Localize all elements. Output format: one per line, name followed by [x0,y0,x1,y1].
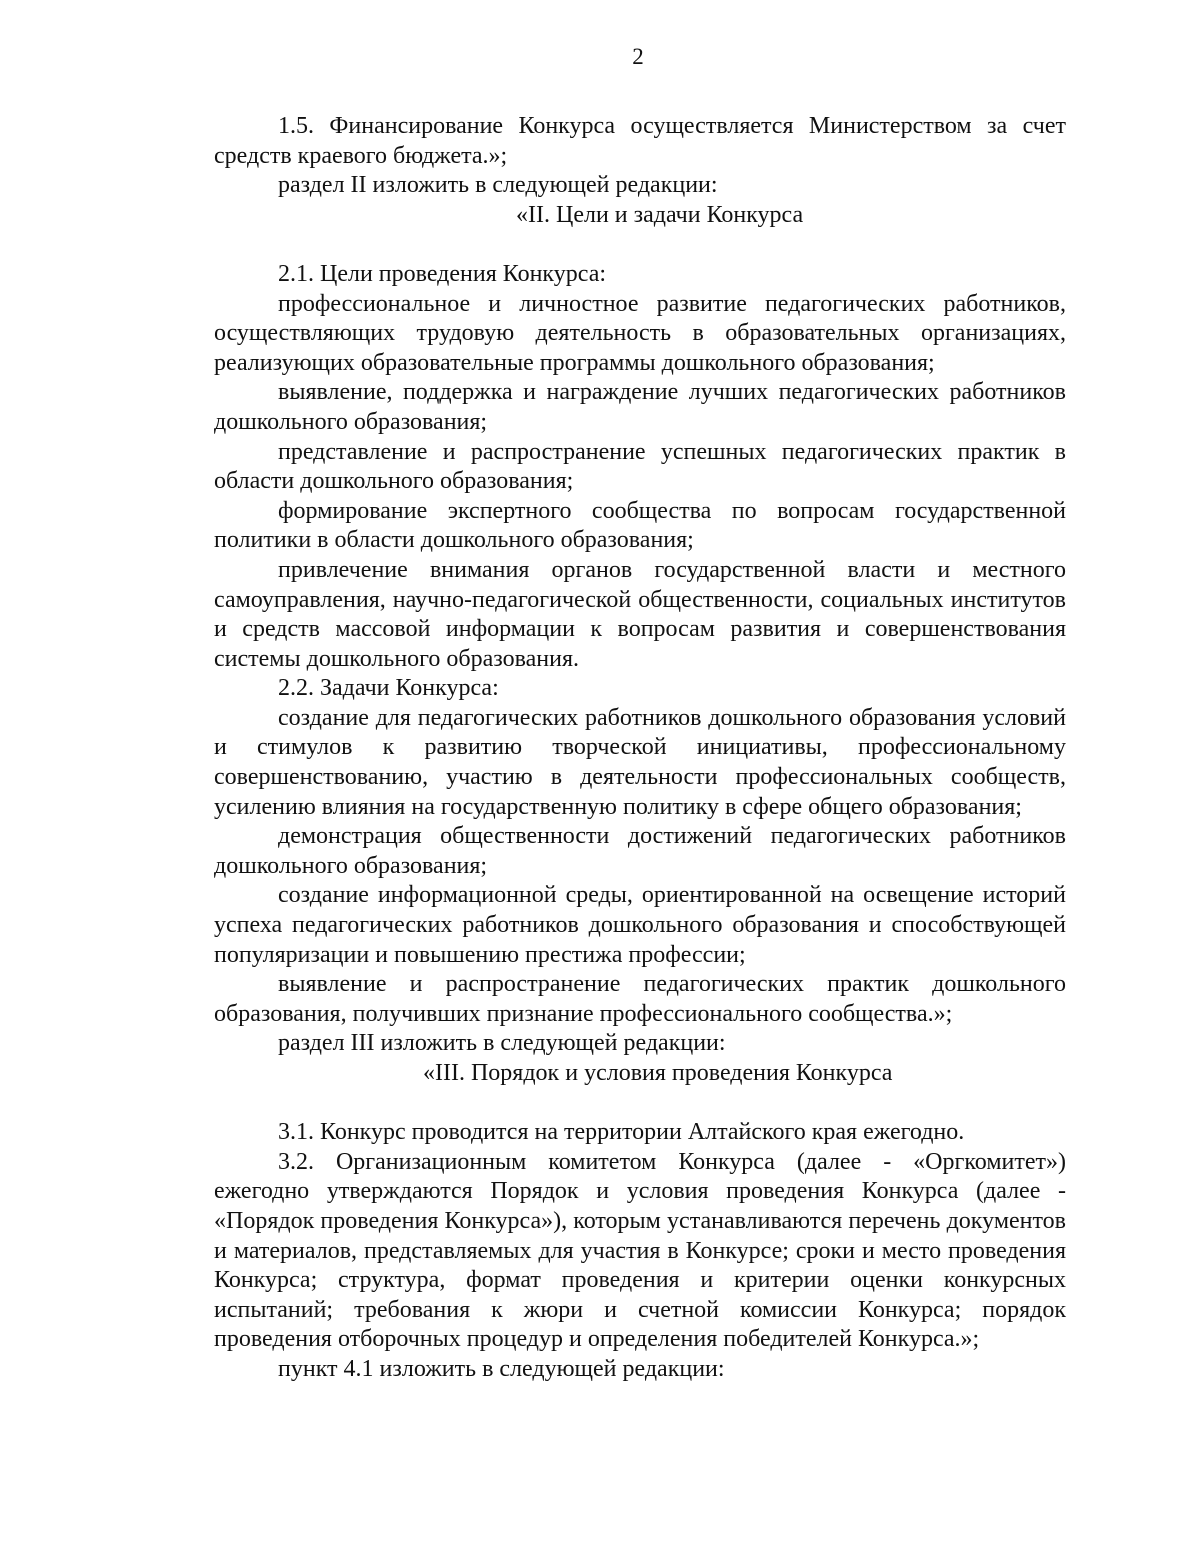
paragraph-task-dissemination: выявление и распространение педагогических практик дошкольного образования, получивших признание профессионального сообщества.»; [214,971,1066,1027]
paragraph-task-information: создание информационной среды, ориентированной на освещение историй успеха педагогических работников дошкольного образования и способствующей популяризации и повышению престижа профессии; [214,882,1066,968]
section-2-heading: «II. Цели и задачи Конкурса [516,201,804,228]
paragraph-goal-support: выявление, поддержка и награждение лучших педагогических работников дошкольного образования; [214,379,1066,435]
paragraph-goal-development: профессиональное и личностное развитие педагогических работников, осуществляющих трудовую деятельность в образовательных организациях, реализующих образовательные программы дошкольного образования; [214,290,1066,376]
paragraph-3-2-committee: 3.2. Организационным комитетом Конкурса (далее - «Оргкомитет») ежегодно утверждаются Порядок и условия проведения Конкурса (далее - «Порядок проведения Конкурса»), которым устанавливаются перечень документов и материалов, представляемых для участия в Конкурсе; сроки и место проведения Конкурса; структура, формат проведения и критерии оценки конкурсных испытаний; требования к жюри и счетной комиссии Конкурса; порядок проведения отборочных процедур и определения победителей Конкурса.»; [214,1148,1066,1353]
page-number: 2 [632,44,644,69]
paragraph-task-demonstration: демонстрация общественности достижений педагогических работников дошкольного образования; [214,823,1066,879]
paragraph-2-2-tasks: 2.2. Задачи Конкурса: [278,675,499,702]
paragraph-3-1-territory: 3.1. Конкурс проводится на территории Алтайского края ежегодно. [278,1119,965,1146]
paragraph-section-2-intro: раздел II изложить в следующей редакции: [278,172,718,199]
blank-line [214,1089,1066,1119]
paragraph-task-conditions: создание для педагогических работников дошкольного образования условий и стимулов к развитию творческой инициативы, профессиональному совершенствованию, участию в деятельности профессиональных сообществ, усилению влияния на государственную политику в сфере общего образования; [214,704,1066,820]
paragraph-goal-practices: представление и распространение успешных педагогических практик в области дошкольного образования; [214,438,1066,495]
paragraph-1-5-financing: 1.5. Финансирование Конкурса осуществляется Министерством за счет средств краевого бюджета.»; [214,113,1066,169]
paragraph-4-1-intro: пункт 4.1 изложить в следующей редакции: [278,1355,725,1382]
paragraph-goal-expert-community: формирование экспертного сообщества по вопросам государственной политики в области дошкольного образования; [214,497,1066,554]
blank-line [214,230,1066,260]
paragraph-2-1-goals: 2.1. Цели проведения Конкурса: [278,260,607,287]
document-body [214,112,1066,1385]
paragraph-goal-attention: привлечение внимания органов государственной власти и местного самоуправления, научно-педагогической общественности, социальных институтов и средств массовой информации к вопросам развития и совершенствования системы дошкольного образования. [214,556,1066,672]
paragraph-section-3-intro: раздел III изложить в следующей редакции: [278,1030,726,1057]
section-3-heading: «III. Порядок и условия проведения Конкурса [423,1060,893,1086]
